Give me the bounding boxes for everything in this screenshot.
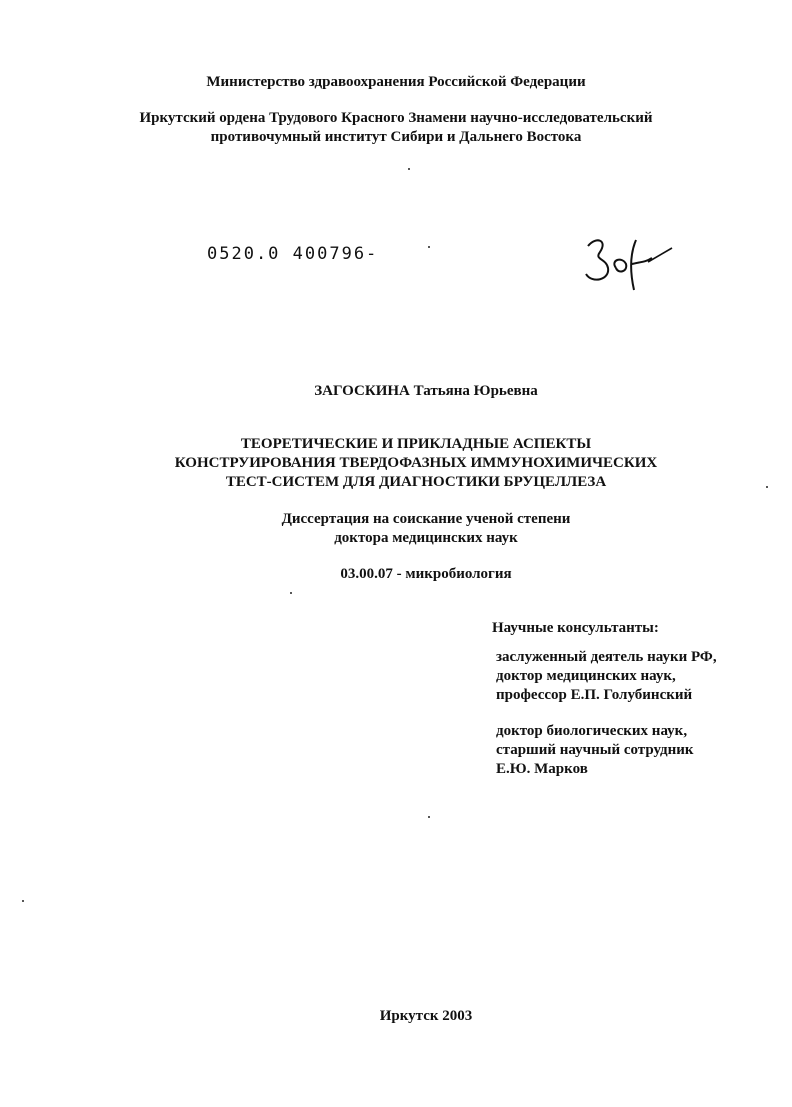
institute-name-line2: противочумный институт Сибири и Дальнего Востока [210, 129, 582, 145]
scan-speck [290, 592, 292, 594]
dissertation-title-line2: КОНСТРУИРОВАНИЯ ТВЕРДОФАЗНЫХ ИММУНОХИМИЧЕСКИХ [174, 455, 658, 471]
catalog-code: 0520.0 400796- [207, 244, 379, 264]
author-name: ЗАГОСКИНА Татьяна Юрьевна [314, 383, 538, 399]
consultant-second [496, 722, 694, 779]
consultant-second-line1: доктор биологических наук, [496, 723, 688, 739]
degree-line2: доктора медицинских наук [334, 530, 518, 546]
dissertation-title-line1: ТЕОРЕТИЧЕСКИЕ И ПРИКЛАДНЫЕ АСПЕКТЫ [240, 436, 592, 452]
consultant-first-line3: профессор Е.П. Голубинский [496, 687, 693, 703]
institute-name-line1: Иркутский ордена Трудового Красного Знамени научно-исследовательский [139, 110, 653, 126]
scan-speck [428, 246, 430, 248]
consultants-heading: Научные консультанты: [492, 620, 659, 636]
consultant-first-line2: доктор медицинских наук, [496, 668, 676, 684]
scan-speck [22, 900, 24, 902]
handwritten-signature [578, 232, 678, 294]
city-year: Иркутск 2003 [379, 1008, 473, 1024]
specialty: 03.00.07 - микробиология [340, 566, 512, 582]
scan-speck [766, 486, 768, 488]
scan-speck [408, 168, 410, 170]
consultant-first [496, 648, 717, 705]
scan-speck [428, 816, 430, 818]
consultant-first-line1: заслуженный деятель науки РФ, [496, 649, 717, 665]
dissertation-title-line3: ТЕСТ-СИСТЕМ ДЛЯ ДИАГНОСТИКИ БРУЦЕЛЛЕЗА [225, 474, 607, 490]
consultant-second-line3: Е.Ю. Марков [496, 761, 588, 777]
degree-line1: Диссертация на соискание ученой степени [281, 511, 571, 527]
consultant-second-line2: старший научный сотрудник [496, 742, 694, 758]
ministry-name: Министерство здравоохранения Российской Федерации [206, 74, 586, 90]
